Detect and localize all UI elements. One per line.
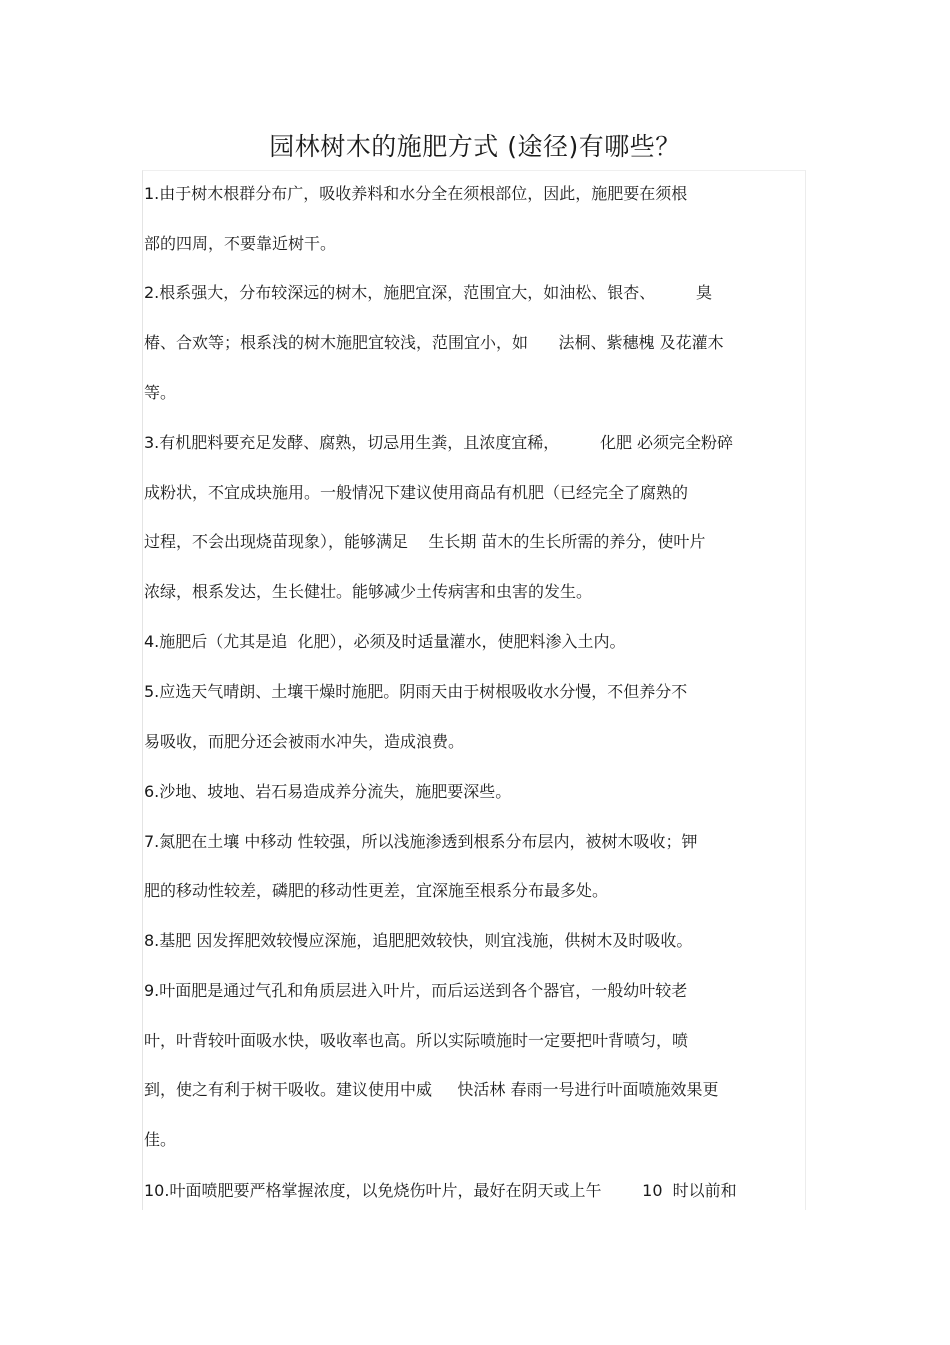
text-line-5: 等。 (144, 383, 177, 402)
text-line-4: 椿、合欢等；根系浅的树木施肥宜较浅，范围宜小，如 法桐、紫穗槐 及花灌木 (144, 333, 724, 352)
text-line-17: 9.叶面肥是通过气孔和角质层进入叶片，而后运送到各个器官，一般幼叶较老 (144, 981, 688, 1000)
text-line-11: 5.应选天气晴朗、土壤干燥时施肥。阴雨天由于树根吸收水分慢，不但养分不 (144, 682, 688, 701)
text-line-19: 到，使之有利于树干吸收。建议使用中威 快活林 春雨一号进行叶面喷施效果更 (144, 1080, 719, 1099)
text-line-15: 肥的移动性较差，磷肥的移动性更差，宜深施至根系分布最多处。 (144, 881, 609, 900)
text-line-10: 4.施肥后（尤其是追 化肥），必须及时适量灌水，使肥料渗入土内。 (144, 632, 626, 651)
document-title: 园林树木的施肥方式 (途径)有哪些？ (269, 132, 681, 161)
text-line-18: 叶，叶背较叶面吸水快，吸收率也高。所以实际喷施时一定要把叶背喷匀，喷 (144, 1031, 689, 1050)
text-line-1: 1.由于树木根群分布广，吸收养料和水分全在须根部位，因此，施肥要在须根 (144, 184, 688, 203)
text-line-9: 浓绿，根系发达，生长健壮。能够减少土传病害和虫害的发生。 (144, 582, 593, 601)
text-line-2: 部的四周，不要靠近树干。 (144, 234, 337, 253)
text-line-14: 7.氮肥在土壤 中移动 性较强，所以浅施渗透到根系分布层内，被树木吸收；钾 (144, 832, 698, 851)
text-line-6: 3.有机肥料要充足发酵、腐熟，切忌用生粪，且浓度宜稀， 化肥 必须完全粉碎 (144, 433, 734, 452)
text-line-7: 成粉状，不宜成块施用。一般情况下建议使用商品有机肥（已经完全了腐熟的 (144, 483, 689, 502)
text-line-8: 过程，不会出现烧苗现象），能够满足 生长期 苗木的生长所需的养分，使叶片 (144, 532, 706, 551)
text-line-21: 10.叶面喷肥要严格掌握浓度，以免烧伤叶片，最好在阴天或上午 10 时以前和 (144, 1181, 737, 1200)
text-line-12: 易吸收，而肥分还会被雨水冲失，造成浪费。 (144, 732, 465, 751)
text-line-20: 佳。 (144, 1130, 177, 1149)
text-line-3: 2.根系强大，分布较深远的树木，施肥宜深，范围宜大，如油松、银杏、 臭 (144, 283, 712, 302)
text-line-16: 8.基肥 因发挥肥效较慢应深施，追肥肥效较快，则宜浅施，供树木及时吸收。 (144, 931, 693, 950)
text-line-13: 6.沙地、坡地、岩石易造成养分流失，施肥要深些。 (144, 782, 512, 801)
